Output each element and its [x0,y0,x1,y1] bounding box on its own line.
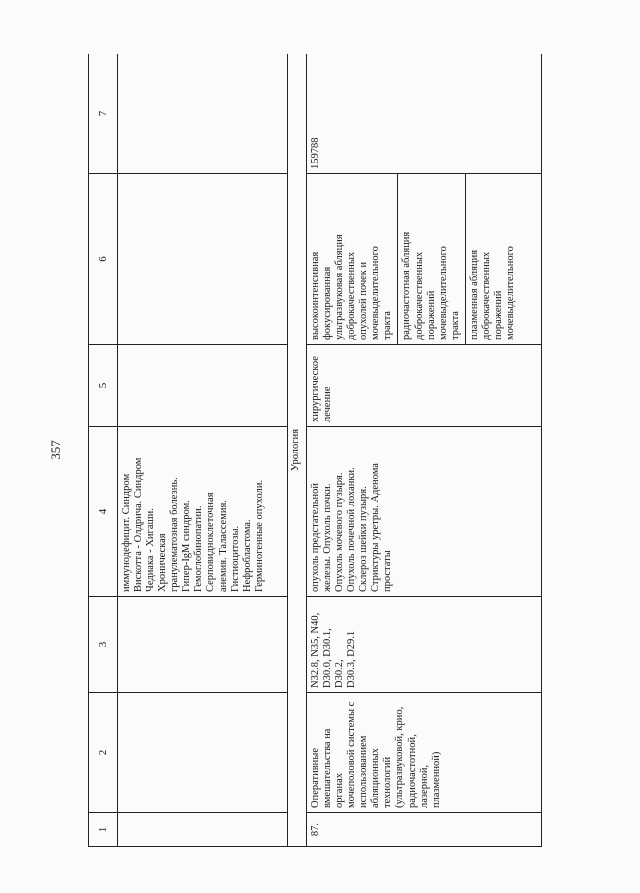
continued-method-cell [118,174,288,345]
row-number: 87. [307,813,542,847]
continued-num-cell [118,813,288,847]
header-col-2: 2 [89,693,118,813]
icd-codes: N32.8, N35, N40, D30.0, D30.1, D30.2, D30.3, D29.1 [307,597,542,693]
cost: 159788 [307,54,542,174]
method-item: радиочастотная абляция доброкачественных поражений мочевыделительного тракта [398,174,465,344]
section-title: Урология [288,54,307,847]
header-col-6: 6 [89,174,118,345]
procedures-table [88,54,542,847]
header-col-5: 5 [89,345,118,427]
table-row [307,54,542,847]
treatment-type: хирургическое лечение [307,345,542,427]
continued-diagnosis-cell: иммунодефицит. Синдром Вискотта - Олдрича. Синдром Чедиака - Хигаши. Хроническая гранулематозная болезнь. Гипер-IgM синдром. Гемоглобинопатии. Серповидноклеточная анемия. Талассемия. Гистиоцитозы. Нефробластома. Герминогенные опухоли. [118,427,288,597]
continued-row [118,54,288,847]
header-col-3: 3 [89,597,118,693]
page-number: 357 [48,440,63,460]
header-row [89,54,118,847]
method-item: плазменная абляция доброкачественных поражений мочевыделительного [468,246,516,340]
continued-cost-cell [118,54,288,174]
continued-name-cell [118,693,288,813]
procedure-name: Оперативные вмешательства на органах мочеполовой системы с использованием абляционных технологий (ультразвуковой, крио, радиочастотной, лазерной, плазменной) [307,693,542,813]
header-col-1: 1 [89,813,118,847]
header-col-4: 4 [89,427,118,597]
header-col-7: 7 [89,54,118,174]
continued-treatment-cell [118,345,288,427]
methods-cell [307,174,542,345]
continued-codes-cell [118,597,288,693]
table-container [88,54,542,847]
diagnosis: опухоль предстательной железы. Опухоль почки. Опухоль мочевого пузыря. Опухоль почечной лоханки. Склероз шейки пузыря. Стриктуры уретры. Аденома простаты [307,427,542,597]
method-item: высокоинтенсивная фокусированная ультразвуковая абляция доброкачественных опухолей почек и мочевыделительного тракта [307,174,398,344]
section-row [288,54,307,847]
